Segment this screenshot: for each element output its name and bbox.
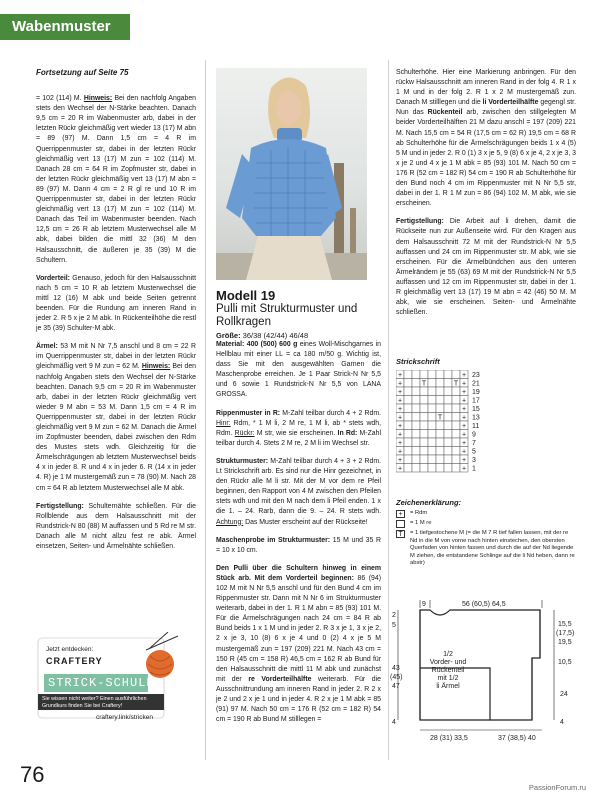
dim-neck: 9	[422, 601, 426, 608]
edge-stitch-mark: +	[397, 389, 403, 396]
chart-cell	[428, 413, 436, 422]
chart-cell	[420, 430, 428, 439]
edge-stitch-mark: +	[461, 380, 467, 388]
legend-title: Zeichenerklärung:	[396, 498, 462, 507]
chart-cell	[444, 404, 452, 413]
chart-cell	[412, 370, 420, 379]
dim-right-105: 10,5	[558, 659, 572, 666]
chart-cell	[436, 430, 444, 439]
chart-cell	[436, 396, 444, 405]
chart-cell	[436, 447, 444, 456]
chart-cell	[412, 430, 420, 439]
chart-cell	[444, 455, 452, 464]
dim-right-4: 4	[560, 719, 564, 726]
chart-cell	[420, 396, 428, 405]
chart-cell	[404, 430, 412, 439]
chart-cell	[452, 430, 460, 439]
chart-cell	[452, 447, 460, 456]
chart-row-number: 13	[472, 414, 480, 422]
model-photo	[216, 68, 367, 280]
knit-stitch-symbol	[396, 520, 405, 528]
chart-row-number: 11	[472, 423, 480, 430]
dim-left-5: 5	[392, 622, 396, 629]
edge-stitch-mark: +	[461, 448, 467, 456]
chart-cell	[428, 447, 436, 456]
legend-item: T = 1 tiefgestochene M (= die M 7 R tief fallen lassen, mit der re Nd in die M von vorne nach hinten einstechen, den obersten Querfaden von hinten fassen und durch die auf der Nd liegende M ziehen, die entstandene Schlinge auf die li Nd heben, dann re abstr)	[396, 530, 576, 568]
dim-left-4: 4	[392, 719, 396, 726]
paragraph-finishing: Fertigstellung: Schulternähte schließen. Für die Rollblende aus dem Halsausschnitt mit der Rundstrick-N 80 (88) M auffassen und 5 Rd re M str. Danach alle M nicht allzu fest re abk. Ärmel einsetzen, Seiten- und Ärmelnähte schließen.	[36, 502, 196, 551]
column-3	[396, 68, 576, 326]
chart-cell	[444, 370, 452, 379]
chart-cell	[428, 430, 436, 439]
chart-cell	[444, 438, 452, 447]
chart-cell	[404, 379, 412, 388]
chart-cell	[436, 464, 444, 473]
chart-cell	[444, 447, 452, 456]
paragraph-texture-pattern: Strukturmuster: M-Zahl teilbar durch 4 + 3 + 2 Rdm. Lt Strickschrift arb. Es sind nur die Hinr gezeichnet, in den Rückr alle M li str. Mit der M vor dem re Pfeil beginnen, den Rapport von 4 M zwischen den Pfeilen stets wdh und mit den M nach dem li Pfeil enden. 1 x die 1. – 24. Rarb, dann die 9. – 24. R stets wdh. Achtung: Das Muster erscheint auf der Rückseite!	[216, 457, 381, 526]
chart-cell	[404, 455, 412, 464]
chart-cell	[420, 455, 428, 464]
chart-cell	[420, 404, 428, 413]
edge-stitch-mark: +	[397, 440, 403, 447]
chart-cell	[452, 404, 460, 413]
edge-stitch-mark: +	[397, 423, 403, 430]
chart-cell	[428, 379, 436, 388]
chart-title: Strickschrift	[396, 357, 440, 366]
edge-stitch-mark: +	[397, 414, 403, 422]
craftery-promo[interactable]	[18, 632, 190, 724]
paragraph-rib-pattern: Rippenmuster in R: M-Zahl teilbar durch 4 + 2 Rdm. Hinr: Rdm, * 1 M li, 2 M re, 1 M li, ab * stets wdh, Rdm. Rückr: M str, wie sie erscheinen. In Rd: M-Zahl teilbar durch 4. Stets 2 M re, 2 M li im Wechsel str.	[216, 409, 381, 447]
column-divider	[205, 60, 206, 760]
chart-cell	[436, 421, 444, 430]
schematic-label: 1/2 Vorder- und Rückenteil mit 1/2 li Ärmel	[429, 651, 467, 690]
chart-cell	[428, 387, 436, 396]
chart-cell	[412, 447, 420, 456]
dim-width: 56 (60,5) 64,5	[462, 601, 506, 608]
chart-cell	[436, 455, 444, 464]
chart-cell	[436, 379, 444, 388]
paragraph-instructions: Den Pulli über die Schultern hinweg in einem Stück arb. Mit dem Vorderteil beginnen: 86 (94) 102 M mit N Nr 5,5 anschl und für den Bund 4 cm im Rippenmuster str. Dann mit N Nr 6 im Strukturmuster weiterarb, dabei in der 1. R 1 M abn = 85 (93) 101 M. Für die Ärmelschrägungen nach 24 cm = 84 R ab Bund beids 1 x 1 M und in jeder 2. R 3 x je 1, 3 x je 2, 2 x je 3, 10 (8) 6 x je 4 und 0 (2) 4 x je 5 M mustergemäß zun = 197 (209) 221 M. Nach 43 cm = 150 R (45 cm = 158 R) 46,5 cm = 162 R ab Bund für den Halsausschnitt die mittl 11 M abk und zunächst mit der re Vorderteilhälfte weiterarb. Für die Ausschnittrundung am inneren Rand in jeder 2. R 2 x je 2 und 2 x je 1 und in jeder 4. R 2 x je 1 M abk = 85 (91) 97 M. Nach 50 cm = 176 R (52 cm = 182 R) 54 cm = 190 R ab Bund M stilllegen =	[216, 564, 381, 724]
chart-row-number: 15	[472, 406, 480, 413]
dim-left-45: (45)	[390, 674, 403, 681]
dim-right-195: 19,5	[558, 639, 572, 646]
chart-cell	[404, 413, 412, 422]
edge-stitch-mark: +	[461, 431, 467, 439]
model-title-block	[216, 288, 386, 340]
chart-cell	[452, 370, 460, 379]
legend	[396, 510, 576, 570]
chart-cell	[404, 396, 412, 405]
chart-cell	[436, 387, 444, 396]
chart-cell	[420, 447, 428, 456]
deep-stitch-mark: T	[437, 414, 443, 422]
knitting-chart	[396, 370, 496, 478]
chart-cell	[428, 421, 436, 430]
dim-left-2: 2	[392, 612, 396, 619]
paragraph-back: = 102 (114) M. Hinweis: Bei den nachfolg Angaben stets den Wechsel der N-Stärke beachten. Danach 9,5 cm = 20 R im Wabenmuster arb, dabei in der letzten Rückr gleichmäßig vert wieder 13 (17) M abn = 89 (97) M. Dann 1,5 cm = 4 R im Querrippenmuster str, dabei in der letzten Rückr gleichmäßig vert 13 (17) M zun = 102 (114) M. Danach 28 cm = 64 R im Zopfmuster str, dabei in der letzten Rückr gleichmäßig vert 13 (17) M abn = 89 (97) M. Dann 4 cm = 2 R gl re und 10 R im Querrippenmuster str, dabei in der letzten Rückr gleichmäßig vert 13 (17) M zun = 102 (114) M. Danach das Teil im Wabenmuster beenden. Nach 12,5 cm = 26 R ab letztem Musterwechsel alle M abk, dabei bilden die mittl 32 (36) M den Halsausschnitt, die äußeren je 35 (39) M die Schultern.	[36, 95, 196, 264]
chart-cell	[436, 370, 444, 379]
dim-bottom-left: 28 (31) 33,5	[430, 735, 468, 742]
chart-cell	[428, 396, 436, 405]
deep-stitch-mark: T	[421, 380, 427, 388]
chart-row-number: 9	[472, 431, 476, 439]
chart-cell	[404, 387, 412, 396]
chart-cell	[452, 421, 460, 430]
edge-stitch-mark: +	[397, 448, 403, 456]
chart-cell	[412, 396, 420, 405]
chart-row-number: 21	[472, 380, 480, 388]
dim-right-155: 15,5	[558, 621, 572, 628]
chart-cell	[444, 387, 452, 396]
deep-stitch-symbol: T	[396, 530, 405, 538]
footer-watermark: PassionForum.ru	[528, 783, 586, 792]
paragraph-material: Material: 400 (500) 600 g eines Woll-Mischgarnes in Hellblau mit einer LL = ca 180 m/50 g. Wichtig ist, dass Sie mit den ausgewählten Garnen die Maschenprobe erreichen. Je 1 Paar Strick-N Nr 5,5 und 6 sowie 1 Rundstrick-N Nr 5,5 von LANA GROSSA.	[216, 341, 381, 399]
chart-cell	[404, 421, 412, 430]
edge-stitch-mark: +	[461, 423, 467, 430]
section-header: Wabenmuster	[0, 14, 130, 40]
promo-intro: Jetzt entdecken:	[46, 646, 94, 653]
model-number: Modell 19	[216, 288, 276, 303]
edge-stitch-mark: +	[397, 465, 403, 473]
edge-stitch-mark: +	[461, 440, 467, 447]
promo-sub1: Sie wissen nicht weiter? Einen ausführlichen	[42, 696, 147, 702]
chart-cell	[428, 455, 436, 464]
edge-stitch-mark: +	[461, 465, 467, 473]
deep-stitch-mark: T	[453, 380, 459, 388]
chart-cell	[412, 438, 420, 447]
chart-cell	[436, 404, 444, 413]
chart-row-number: 17	[472, 397, 480, 405]
chart-cell	[428, 370, 436, 379]
chart-cell	[420, 438, 428, 447]
chart-cell	[412, 464, 420, 473]
chart-cell	[452, 387, 460, 396]
chart-cell	[412, 379, 420, 388]
legend-item: + = Rdm	[396, 510, 576, 518]
chart-cell	[412, 404, 420, 413]
chart-row-number: 23	[472, 372, 480, 379]
edge-stitch-mark: +	[397, 397, 403, 405]
edge-stitch-mark: +	[397, 406, 403, 413]
edge-stitch-symbol: +	[396, 510, 405, 518]
column-1	[36, 68, 196, 560]
chart-cell	[420, 413, 428, 422]
chart-cell	[444, 430, 452, 439]
chart-cell	[412, 421, 420, 430]
chart-cell	[428, 438, 436, 447]
chart-cell	[404, 438, 412, 447]
edge-stitch-mark: +	[461, 406, 467, 413]
paragraph-front: Vorderteil: Genauso, jedoch für den Halsausschnitt nach 5 cm = 10 R ab letztem Musterwechsel die mittl 12 (16) M abk und beide Seiten getrennt beenden. Für die Rundung am inneren Rand in jeder 2. R 5 x je 2 M abk. In Rückenteilhöhe die restl je 35 (39) Schulter-M abk.	[36, 274, 196, 333]
edge-stitch-mark: +	[461, 414, 467, 422]
model-size: Größe: 36/38 (42/44) 46/48	[216, 331, 309, 340]
edge-stitch-mark: +	[461, 457, 467, 464]
garment-schematic	[390, 598, 590, 748]
promo-url[interactable]: craftery.link/stricken	[96, 714, 153, 721]
chart-cell	[436, 438, 444, 447]
paragraph-continuation: Schulterhöhe. Hier eine Markierung anbringen. Für den rückw Halsausschnitt am inneren Rand in der folg 4. R 1 x 1 M und in der folg 2. R 1 x 2 M mustergemäß zun. Danach M stilllegen und die li Vorderteilhälfte gegengl str. Nun das Rückenteil arb, zwischen den stillgelegten M beider Vorderteilhälften 21 M dazu anschl = 197 (209) 221 M. Nach 15,5 cm = 54 R (17,5 cm = 62 R) 19,5 cm = 68 R ab Schulterhöhe für die Ärmelschrägungen beids 1 x 4 (5) 5 M und in jeder 2. R 0 (1) 3 x je 5, 9 (8) 6 x je 4, 2 x je 3, 3 x je 2 und 4 x je 1 M abk = 85 (93) 101 M. Nach 50 cm = 176 R (52 cm = 182 R) 54 cm = 190 R ab Schulterhöhe für den Bund noch 4 cm im Rippenmuster mit N Nr 5,5 str, dabei in der 1. R 1 M zun = 86 (94) 102 M. M abk, wie sie erscheinen.	[396, 69, 577, 208]
chart-cell	[404, 404, 412, 413]
chart-row-number: 5	[472, 448, 476, 456]
continuation-note: Fortsetzung auf Seite 75	[36, 68, 129, 77]
edge-stitch-mark: +	[461, 372, 467, 379]
chart-cell	[420, 387, 428, 396]
chart-cell	[420, 370, 428, 379]
chart-row-number: 19	[472, 389, 480, 396]
chart-cell	[452, 455, 460, 464]
chart-cell	[428, 404, 436, 413]
dim-right-24: 24	[560, 691, 568, 698]
chart-cell	[404, 447, 412, 456]
promo-brand: CRAFTERY	[46, 656, 103, 666]
chart-cell	[444, 379, 452, 388]
chart-cell	[452, 413, 460, 422]
chart-cell	[452, 396, 460, 405]
chart-cell	[412, 455, 420, 464]
chart-cell	[444, 464, 452, 473]
edge-stitch-mark: +	[397, 372, 403, 379]
dim-right-175: (17,5)	[556, 630, 575, 637]
paragraph-gauge: Maschenprobe im Strukturmuster: 15 M und 35 R = 10 x 10 cm.	[216, 536, 381, 554]
dim-bottom-right: 37 (38,5) 40	[498, 735, 536, 742]
chart-cell	[412, 387, 420, 396]
chart-cell	[404, 370, 412, 379]
column-divider	[388, 60, 389, 760]
chart-row-number: 3	[472, 457, 476, 464]
legend-item: = 1 M re	[396, 520, 576, 528]
column-2	[216, 340, 381, 733]
chart-row-number: 7	[472, 440, 476, 447]
page-number: 76	[20, 762, 45, 787]
chart-cell	[428, 464, 436, 473]
chart-cell	[444, 413, 452, 422]
edge-stitch-mark: +	[397, 457, 403, 464]
chart-cell	[420, 464, 428, 473]
chart-cell	[452, 464, 460, 473]
edge-stitch-mark: +	[397, 380, 403, 388]
edge-stitch-mark: +	[461, 389, 467, 396]
edge-stitch-mark: +	[397, 431, 403, 439]
paragraph-sleeves: Ärmel: 53 M mit N Nr 7,5 anschl und 8 cm = 22 R im Querrippenmuster str, dabei in der letzten Rückr gleichmäßig vert 9 M zun = 62 M. Hinweis: Bei den nachfolg Angaben stets den Wechsel der N-Stärke beachten. Danach 9,5 cm = 20 R im Wabenmuster arb, dabei in der letzten Rückr gleichmäßig vert wieder 9 M abn = 53 M. Dann 1,5 cm = 4 R im Querrippenmuster str, dabei in der letzten Rückr gleichmäßig vert 9 M zun = 62 M. Danach die Ärmel im Zopfmuster beenden, dabei zwischen den Rdm des Mustes stets wdh. Gleichzeitig für die Ärmelschrägungen ab letztem Musterwechsel beids 4 x in jeder 8. R und 4 x in jeder 6. R (14 x in jeder 4. R) je 1 M mustergemäß zun = 78 (90) M. Nach 28 cm = 64 R ab letztem Musterwechsel alle M abk.	[36, 343, 196, 492]
chart-row-number: 1	[472, 465, 476, 473]
dim-left-47: 47	[392, 683, 400, 690]
model-name: Pulli mit Strukturmuster und Rollkragen	[216, 303, 358, 328]
chart-cell	[412, 413, 420, 422]
chart-cell	[444, 421, 452, 430]
chart-cell	[444, 396, 452, 405]
chart-cell	[452, 438, 460, 447]
promo-strick: STRICK-SCHULE	[48, 676, 155, 690]
edge-stitch-mark: +	[461, 397, 467, 405]
paragraph-finishing-2: Fertigstellung: Die Arbeit auf li drehen, damit die Rückseite nun zur Außenseite wird. Für den Kragen aus dem Halsausschnitt 72 M mit der Rundstrick-N Nr 5,5 auffassen und 24 cm im Rippenmuster str. M abk, wie sie erscheinen. Für die Ärmelbündchen aus den unteren Ärmelrändern je 55 (63) 69 M mit der Rundstrick-N Nr 5,5 auffassen und 12 cm im Rippenmuster str, dabei in der 1. R gleichmäßig vert 13 (17) 19 M abn = 42 (46) 50 M. M abk, wie sie erscheinen. Seiten- und Ärmelnähte schließen.	[396, 218, 576, 317]
chart-cell	[420, 421, 428, 430]
promo-sub2: Grundkurs finden Sie bei Craftery!	[42, 703, 123, 709]
dim-left-43: 43	[392, 665, 400, 672]
chart-cell	[404, 464, 412, 473]
